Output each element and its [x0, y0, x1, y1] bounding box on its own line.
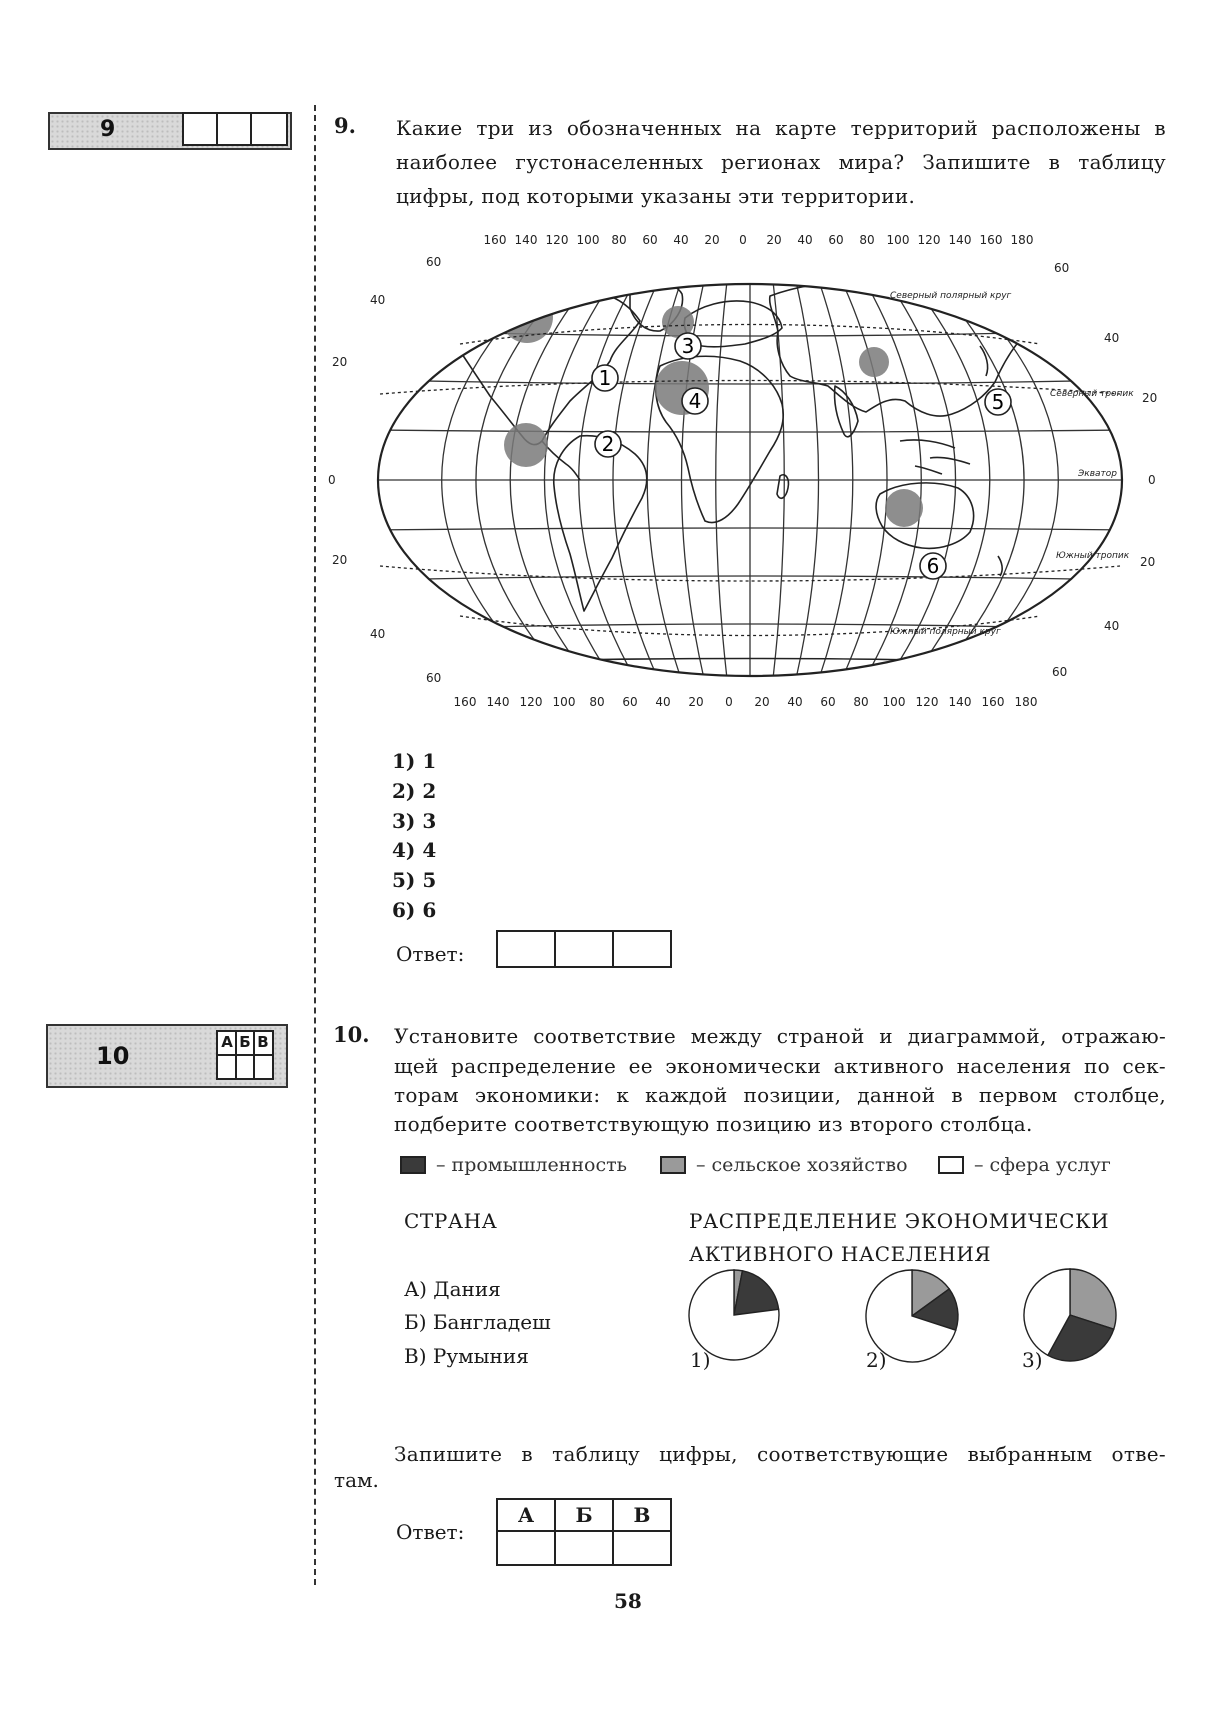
top-longitude-label: 140	[948, 233, 972, 247]
antarctic-circle-label: Южный полярный круг	[890, 627, 1001, 637]
q9-margin-cell-3[interactable]	[250, 112, 288, 146]
bottom-longitude-label: 80	[589, 695, 605, 709]
pie-label-2: 2)	[866, 1348, 887, 1372]
pie-label-3: 3)	[1022, 1348, 1043, 1372]
legend-industry-swatch	[400, 1156, 426, 1174]
legend-agriculture-swatch	[660, 1156, 686, 1174]
bottom-longitude-label: 160	[453, 695, 477, 709]
q10-answer-table	[496, 1498, 672, 1566]
q10-answer-head-b: Б	[555, 1499, 613, 1531]
q9-answer-label: Ответ:	[396, 942, 465, 966]
legend-industry-label: – промышленность	[436, 1154, 627, 1176]
q9-text-line-2: наиболее густонаселенных регионах мира? Запишите в таблицу	[396, 150, 1166, 174]
q9-option-6[interactable]: 6) 6	[392, 898, 437, 922]
bottom-longitude-label: 0	[725, 695, 733, 709]
q9-margin-cell-1[interactable]	[182, 112, 218, 146]
right-latitude-label: 20	[1140, 555, 1156, 569]
top-longitude-label: 140	[514, 233, 538, 247]
q10-margin-col-b: Б	[239, 1033, 251, 1051]
q9-answer-cell-1[interactable]	[497, 931, 555, 967]
pie-charts	[680, 1262, 1160, 1382]
country-a: А) Дания	[404, 1277, 501, 1301]
left-latitude-label: 40	[370, 627, 386, 641]
map-marker-2: 2	[601, 432, 615, 456]
q9-number: 9.	[334, 113, 356, 138]
south-america-outline	[554, 436, 647, 611]
right-latitude-label: 0	[1148, 473, 1156, 487]
map-marker-5: 5	[991, 390, 1005, 414]
bottom-longitude-label: 140	[948, 695, 972, 709]
bottom-longitude-label: 60	[622, 695, 638, 709]
q9-option-2[interactable]: 2) 2	[392, 779, 437, 803]
q9-option-1[interactable]: 1) 1	[392, 749, 437, 773]
q10-answer-head-v: В	[613, 1499, 671, 1531]
bottom-longitude-label: 120	[519, 695, 543, 709]
legend-agriculture	[660, 1154, 908, 1176]
q10-margin-col-a: А	[221, 1033, 233, 1051]
map-marker-3: 3	[681, 334, 695, 358]
q10-instruction-line-1: Запишите в таблицу цифры, соответствующие выбранным отве-	[394, 1442, 1166, 1466]
q9-margin-stamp	[48, 112, 292, 150]
top-longitude-label: 160	[979, 233, 1003, 247]
map-marker-4: 4	[688, 389, 702, 413]
bottom-longitude-label: 40	[655, 695, 671, 709]
arctic-circle-label: Северный полярный круг	[890, 291, 1012, 301]
q10-text-line-4: подберите соответствующую позицию из второго столбца.	[394, 1112, 1033, 1136]
q9-text-line-3: цифры, под которыми указаны эти территории.	[396, 184, 916, 208]
left-latitude-label: 0	[328, 473, 336, 487]
q9-answer-cell-3[interactable]	[613, 931, 671, 967]
legend-agriculture-label: – сельское хозяйство	[696, 1154, 908, 1176]
bottom-longitude-label: 20	[688, 695, 704, 709]
bottom-longitude-label: 60	[820, 695, 836, 709]
right-latitude-label: 60	[1052, 665, 1068, 679]
country-b: Б) Бангладеш	[404, 1310, 551, 1334]
top-longitude-label: 60	[642, 233, 658, 247]
q9-margin-cell-2[interactable]	[216, 112, 252, 146]
bottom-longitude-label: 20	[754, 695, 770, 709]
world-map	[328, 233, 1160, 716]
q10-instruction-line-2: там.	[334, 1468, 379, 1492]
top-longitude-label: 20	[704, 233, 720, 247]
bottom-longitude-label: 80	[853, 695, 869, 709]
country-column-title: СТРАНА	[404, 1209, 498, 1233]
q10-text-line-1: Установите соответствие между страной и диаграммой, отражаю-	[394, 1024, 1166, 1048]
right-latitude-label: 60	[1054, 261, 1070, 275]
map-marker-6: 6	[926, 554, 940, 578]
map-marker-1: 1	[598, 366, 612, 390]
page-number: 58	[614, 1589, 642, 1613]
top-longitude-label: 40	[797, 233, 813, 247]
q10-answer-cell-b[interactable]	[555, 1531, 613, 1565]
top-longitude-label: 120	[917, 233, 941, 247]
country-v: В) Румыния	[404, 1344, 529, 1368]
pie-chart-1	[689, 1270, 779, 1360]
q9-option-3[interactable]: 3) 3	[392, 809, 437, 833]
q10-margin-col-v: В	[257, 1033, 269, 1051]
q9-answer-cell-2[interactable]	[555, 931, 613, 967]
top-longitude-label: 60	[828, 233, 844, 247]
q10-margin-stamp	[46, 1024, 288, 1088]
shaded-area-2	[504, 423, 548, 467]
right-latitude-label: 40	[1104, 331, 1120, 345]
pie-1-slice	[734, 1271, 779, 1315]
equator-label: Экватор	[1078, 469, 1118, 479]
top-longitude-label: 120	[545, 233, 569, 247]
bottom-longitude-label: 160	[981, 695, 1005, 709]
q9-option-4[interactable]: 4) 4	[392, 838, 437, 862]
q10-margin-number: 10	[96, 1042, 130, 1070]
top-longitude-label: 180	[1010, 233, 1034, 247]
pie-label-1: 1)	[690, 1348, 711, 1372]
q9-answer-table	[496, 930, 672, 968]
left-latitude-label: 20	[332, 553, 348, 567]
right-latitude-label: 40	[1104, 619, 1120, 633]
top-longitude-label: 100	[886, 233, 910, 247]
q10-text-line-2: щей распределение ее экономически активного населения по сек-	[394, 1054, 1166, 1078]
new-zealand-outline	[998, 556, 1002, 576]
bottom-longitude-label: 100	[882, 695, 906, 709]
q9-option-5[interactable]: 5) 5	[392, 868, 437, 892]
top-longitude-label: 160	[483, 233, 507, 247]
top-longitude-label: 40	[673, 233, 689, 247]
q9-text-line-1: Какие три из обозначенных на карте территорий расположены в	[396, 116, 1166, 140]
cut-line	[314, 105, 316, 1585]
top-longitude-label: 0	[739, 233, 747, 247]
shaded-area-6	[885, 489, 923, 527]
left-latitude-label: 20	[332, 355, 348, 369]
legend-services-swatch	[938, 1156, 964, 1174]
madagascar-outline	[777, 475, 788, 499]
left-latitude-label: 60	[426, 671, 442, 685]
legend-services-label: – сфера услуг	[974, 1154, 1111, 1176]
south-tropic-label: Южный тропик	[1056, 551, 1130, 561]
q9-margin-number: 9	[100, 117, 116, 142]
q10-text-line-3: торам экономики: к каждой позиции, данной в первом столбце,	[394, 1083, 1166, 1107]
legend-industry	[400, 1154, 627, 1176]
left-latitude-label: 40	[370, 293, 386, 307]
shaded-area-5	[859, 347, 889, 377]
top-longitude-label: 20	[766, 233, 782, 247]
q10-answer-label: Ответ:	[396, 1520, 465, 1544]
q10-margin-grid	[216, 1030, 274, 1080]
bottom-longitude-label: 100	[552, 695, 576, 709]
bottom-longitude-label: 40	[787, 695, 803, 709]
top-longitude-label: 80	[611, 233, 627, 247]
q10-answer-cell-v[interactable]	[613, 1531, 671, 1565]
legend-services	[938, 1154, 1111, 1176]
north-tropic-label: Северный тропик	[1050, 389, 1134, 399]
right-latitude-label: 20	[1142, 391, 1158, 405]
indonesia-outline	[900, 440, 970, 474]
bottom-longitude-label: 140	[486, 695, 510, 709]
bottom-longitude-label: 120	[915, 695, 939, 709]
q10-answer-head-a: А	[497, 1499, 555, 1531]
bottom-longitude-label: 180	[1014, 695, 1038, 709]
distribution-title-line-1: РАСПРЕДЕЛЕНИЕ ЭКОНОМИЧЕСКИ	[689, 1209, 1110, 1233]
left-latitude-label: 60	[426, 255, 442, 269]
top-longitude-label: 100	[576, 233, 600, 247]
top-longitude-label: 80	[859, 233, 875, 247]
q10-answer-cell-a[interactable]	[497, 1531, 555, 1565]
q10-number: 10.	[333, 1022, 370, 1047]
distribution-title-line-2: АКТИВНОГО НАСЕЛЕНИЯ	[689, 1242, 992, 1266]
